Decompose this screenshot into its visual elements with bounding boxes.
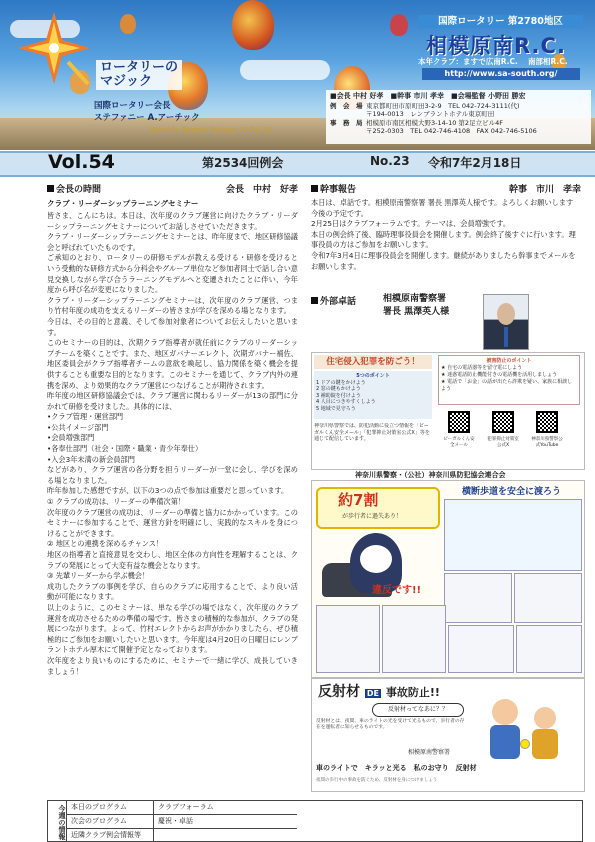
paragraph: 今後の予定です。 bbox=[311, 208, 368, 218]
section-speaker: 会長 中村 好孝 bbox=[225, 185, 298, 195]
theme-line-1: ロータリーの bbox=[100, 60, 179, 75]
qr-label: ピーガルくん安全メール bbox=[443, 437, 475, 448]
president-time-section bbox=[47, 182, 298, 788]
speaker-info bbox=[383, 293, 449, 319]
officer-row: 〒194-0013 レンブラントホテル東京町田 bbox=[366, 110, 495, 119]
table-row bbox=[67, 828, 297, 842]
pedestrian-icon bbox=[492, 699, 518, 725]
point-body: 地区の指導者と直接意見を交わし、地区全体の方向性を理解することは、クラブの発展にとって大変有益な機会となります。 bbox=[47, 550, 298, 570]
issue-date: 令和7年2月18日 bbox=[428, 156, 522, 170]
paragraph: などがあり、クラブ運営の各分野を担うリーダーが一堂に会し、学びを深める場となりました。 bbox=[47, 465, 298, 485]
pedestrian-icon bbox=[532, 729, 558, 759]
outside-speech-section bbox=[311, 294, 581, 354]
paragraph: クラブ・リーダーシップラーニングセミナーとは、昨年度まで、地区研修協議会と呼ばれていたものです。 bbox=[47, 232, 298, 252]
section-subtitle: クラブ・リーダーシップラーニングセミナー bbox=[47, 199, 199, 208]
club-name: 相模原南R.C. bbox=[426, 34, 566, 58]
table-key: 本日のプログラム bbox=[67, 800, 154, 814]
flyer-question: 反射材ってなあに？？ bbox=[372, 703, 464, 717]
statistic-caption: が歩行者に過失あり！ bbox=[342, 513, 403, 520]
qr-label: 神奈川県警察公式YouTube bbox=[531, 437, 563, 448]
section-heading: 外部卓話 bbox=[311, 294, 581, 307]
section-heading: 幹事報告 幹事 市川 孝幸 bbox=[311, 182, 581, 195]
officer-row: 〒252-0303 TEL 042-746-4108 FAX 042-746-5106 bbox=[366, 127, 537, 136]
officer-roles: ■会長 中村 好孝 ■幹事 市川 孝幸 ■会場監督 小野田 勝宏 bbox=[330, 92, 526, 100]
point-title: ① クラブの成功は、リーダーの準備次第！ bbox=[47, 497, 186, 507]
hot-air-balloon-icon bbox=[390, 14, 408, 36]
table-value: 慶祝・卓話 bbox=[158, 817, 193, 825]
violation-badge: 違反です!! bbox=[372, 585, 422, 596]
prevention-points: 5つのポイント 1 ドアの鍵をかけよう 2 窓の鍵もかけよう 3 補助錠を付けよう 4 人目につきやすくしよう 5 地域で見守ろう bbox=[314, 371, 432, 419]
meeting-number: 第2534回例会 bbox=[202, 156, 284, 170]
secretary-report-section bbox=[311, 182, 581, 272]
paragraph: 皆さま、こんにちは。本日は、次年度のクラブ運営に向けたクラブ・リーダーシップラーニングセミナーについてお話しさせていただきます。 bbox=[47, 211, 298, 231]
district-label: 国際ロータリー 第2780地区 bbox=[418, 15, 583, 28]
illustration-panel bbox=[444, 499, 582, 571]
officers-box bbox=[326, 90, 591, 144]
hot-air-balloon-icon bbox=[120, 14, 136, 34]
mascot-face-icon bbox=[360, 545, 392, 573]
ri-president-name: ステファニー A.アーチック bbox=[94, 113, 200, 123]
illustration-panel bbox=[514, 573, 582, 623]
speaker-org: 相模原南警察署 bbox=[383, 294, 447, 304]
issue-number: No.23 bbox=[370, 154, 410, 168]
officer-row: 例 会 場 東京都町田市原町田3-2-9 TEL 042-724-3111(代) bbox=[330, 101, 520, 110]
ri-president-org: 国際ロータリー会長 bbox=[94, 101, 171, 111]
point-body: 次年度のクラブ運営の成功は、リーダーの準備と協力にかかっています。このセミナーに参加することで、運営方針を明確にし、実践的なスキルを身につけることができます。 bbox=[47, 507, 298, 538]
illustration-panel bbox=[444, 573, 512, 623]
flyer-police-station: 相模原南警察署 bbox=[408, 749, 451, 756]
table-value: クラブフォーラム bbox=[158, 803, 214, 811]
speaker-photo bbox=[483, 294, 529, 350]
list-item: •クラブ管理・運営部門 bbox=[47, 412, 124, 422]
reflector-safety-flyer bbox=[311, 678, 585, 792]
illustration-panel bbox=[516, 625, 582, 673]
reflector-icon bbox=[520, 739, 530, 749]
flyer-slogan: 車のライトで キラッと光る 私のお守り 反射材 bbox=[316, 764, 477, 772]
square-bullet-icon bbox=[47, 185, 54, 192]
paragraph: 次年度をより良いものにするために、セミナーで一緒に学び、成長していきましょう！ bbox=[47, 655, 298, 676]
hot-air-balloon-icon bbox=[232, 0, 274, 50]
table-value bbox=[154, 828, 158, 842]
list-item: •各奉仕部門（社会・国際・職業・青少年奉仕） bbox=[47, 444, 203, 454]
flyer-title: 横断歩道を安全に渡ろう bbox=[462, 487, 562, 497]
flyer-notice: 神奈川県警察では、防犯活動に役立つ情報を「ピーガルくん安全メール」「犯罪抑止対策室公式X」等を通じて配信しています。 bbox=[314, 423, 430, 442]
volume-number: Vol.54 bbox=[48, 151, 115, 173]
paragraph: 今日は、その目的と意義、そして参加対象者についてお伝えしたいと思います。 bbox=[47, 316, 298, 337]
table-row bbox=[67, 814, 297, 829]
paragraph: 2月25日はクラブフォーラムです。テーマは、会員増強です。 bbox=[311, 219, 511, 229]
weekly-info-label: 今週の情報 bbox=[47, 800, 67, 842]
scam-prevention-points: 被害防止のポイント ★ 自宅の電話器等を留守電にしよう ★ 迷惑電話防止機能付きの電話機を活用しましょう ★ 電話で「お金」の話が出たら詐欺を疑い、家族に相談しよう bbox=[438, 355, 580, 405]
flyer-title: 住宅侵入犯罪を防ごう！ bbox=[314, 355, 432, 369]
qr-code-icon[interactable] bbox=[448, 411, 470, 433]
point-body: 成功したクラブの事例を学び、自らのクラブに応用することで、より良い活動が可能になります。 bbox=[47, 581, 298, 602]
paragraph: 令和7年3月4日に理事役員会を開催します。継続がありましたら幹事までメールをお願いします。 bbox=[311, 250, 576, 271]
list-item: •会員増強部門 bbox=[47, 433, 95, 443]
magic-star-logo-icon bbox=[14, 8, 94, 88]
paragraph: 昨年参加した感想ですが、以下の3つの点で参加は重要だと思っています。 bbox=[47, 486, 289, 496]
list-item: •公共イメージ部門 bbox=[47, 422, 109, 432]
statistic-value: 約7割 bbox=[338, 491, 379, 509]
paragraph: ご承知のとおり、ロータリーの研修モデルが教える受ける・研修を受けるという受動的な研修方式から分科会やグループ単位など参加者同士で話し合い意見交換しながら学び合うラーニングモデルへと変遷されたことに伴い、今年度から呼び名が変更になりました。 bbox=[47, 253, 298, 295]
burglary-prevention-flyer bbox=[311, 352, 585, 470]
flyer-title: 反射材 DE 事故防止!! bbox=[318, 684, 440, 700]
crosswalk-safety-flyer bbox=[311, 480, 585, 678]
club-sub: 本年クラブ：ますで広南R.C. 南部相R.C. bbox=[418, 57, 568, 66]
pedestrian-icon bbox=[490, 725, 520, 759]
weekly-report-label: Weekly Report Rotary 2024-25 bbox=[150, 126, 273, 134]
table-key: 次会のプログラム bbox=[67, 814, 154, 828]
speaker-name: 署長 黒澤英人様 bbox=[383, 307, 450, 317]
pedestrian-icon bbox=[534, 707, 556, 729]
qr-code-icon[interactable] bbox=[492, 411, 514, 433]
table-key: 近隣クラブ例会情報等 bbox=[67, 828, 154, 842]
paragraph: 本日は、卓話です。相模原南警察署 署長 黒澤英人様です。よろしくお願いします bbox=[311, 198, 574, 207]
paragraph: このセミナーの目的は、次期クラブ指導者が就任前にクラブのリーダーシップチームを築くことです。また、地区ガバナーエレクト、次期ガバナー補佐、地区委員会がクラブ指導者チームの意欲を喚起し、協力関係を築く機会を提供することも重要な目的となります。このセミナーを通じて、クラブ内外の連携を深め、より効果的なクラブ運営につなげることが期待されます。 bbox=[47, 338, 298, 390]
paragraph: 以上のように、このセミナーは、単なる学びの場ではなく、次年度のクラブ運営を成功させるための準備の場です。皆さまの積極的な参加が、クラブの発展につながります。よって、竹村エレクトからお声がかかりましたら、ぜひ積極的にご参加をお願いしたいと思います。今年度は4月20日の日曜日にレンブラントホテル厚木にて開催予定となっております。 bbox=[47, 602, 298, 655]
theme-line-2: マジック bbox=[100, 74, 153, 89]
illustration-panel bbox=[316, 605, 380, 673]
qr-label: 犯罪抑止対策室公式X bbox=[487, 437, 519, 448]
paragraph: 本日の例会終了後、臨時理事役員会を開催します。例会終了後すぐに行います。理事役員の方はご参加をお願いします。 bbox=[311, 229, 576, 250]
club-url-link[interactable]: http://www.sa-south.org/ bbox=[422, 68, 580, 80]
square-bullet-icon bbox=[311, 297, 318, 304]
paragraph: 昨年度の地区研修協議会では、クラブ運営に関わるリーダーが13の部門に分かれて研修を受けました。具体的には、 bbox=[47, 391, 298, 411]
section-heading: 会長の時間 会長 中村 好孝 bbox=[47, 182, 298, 195]
list-item: •入会3年未満の新会員部門 bbox=[47, 454, 135, 464]
illustration-panel bbox=[448, 625, 514, 673]
square-bullet-icon bbox=[311, 185, 318, 192]
police-credit: 神奈川県警察・（公社）神奈川県防犯協会連合会 bbox=[355, 471, 506, 479]
flyer-footnote: 夜間の歩行中の事故を防ぐため、反射材を身につけましょう bbox=[316, 778, 438, 783]
section-speaker: 幹事 市川 孝幸 bbox=[508, 185, 581, 195]
qr-code-icon[interactable] bbox=[536, 411, 558, 433]
theme-title bbox=[96, 60, 182, 90]
ri-president bbox=[94, 100, 200, 124]
illustration-panel bbox=[382, 605, 446, 673]
flyer-text: 反射材とは、夜間、車のライトの光を受けて光るもので、歩行者の存在を運転者に知らせるものです。 bbox=[316, 719, 465, 731]
point-title: ③ 先輩リーダーから学ぶ機会！ bbox=[47, 571, 150, 581]
point-title: ② 地区との連携を深めるチャンス！ bbox=[47, 539, 164, 549]
officer-row: 事 務 局 相模原市南区相模大野3-14-10 第2足立ビル4F bbox=[330, 118, 503, 127]
table-row bbox=[67, 800, 297, 815]
paragraph: クラブ・リーダーシップラーニングセミナーは、次年度のクラブ運営、つまり竹村年度の成功を支えるリーダーの皆さまが学びを深める場となります。 bbox=[47, 295, 298, 316]
